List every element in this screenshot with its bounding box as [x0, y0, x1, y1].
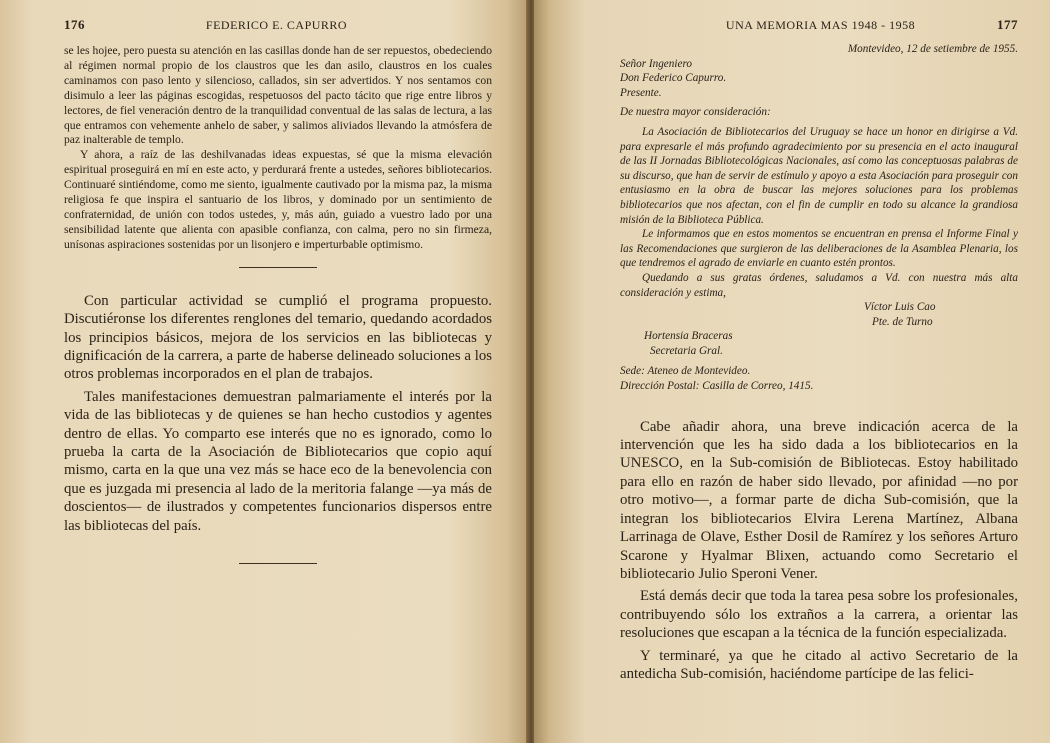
letter-recipient-line: Presente.	[620, 86, 662, 99]
letter-paragraph: La Asociación de Bibliotecarios del Uruguay se hace un honor en dirigirse a Vd. para expresarle el más profundo agradecimiento por su presencia en el acto inaugural de las II Jornadas Bibliotecológicas Nacionales, así como las conceptuosas palabras de su discurso, que han de servir de estímulo y apoyo a esta Asociación para proseguir con entusiasmo en la obra de buscar las mejores soluciones para los problemas bibliotecarios que nos afectan, con el fin de cumplir en todo su alcance la grandiosa misión de la Biblioteca Pública.	[620, 125, 1018, 226]
signature-role: Secretaria Gral.	[650, 344, 723, 357]
left-small-text	[64, 44, 492, 253]
letter-recipient-line: Don Federico Capurro.	[620, 72, 727, 85]
signature-president	[864, 300, 1018, 329]
paragraph: Y terminaré, ya que he citado al activo Secretario de la antedicha Sub-comisión, haciéndome partícipe de las felici-	[620, 647, 1018, 682]
left-running-title: FEDERICO E. CAPURRO	[205, 17, 348, 32]
signature-name: Víctor Luis Cao	[864, 301, 936, 314]
letter-recipient-line: Señor Ingeniero	[620, 57, 692, 70]
signature-role: Pte. de Turno	[872, 315, 933, 328]
right-page-header	[620, 14, 1018, 36]
letter-date: Montevideo, 12 de setiembre de 1955.	[847, 43, 1018, 55]
left-page-number: 176	[64, 17, 85, 32]
paragraph: Con particular actividad se cumplió el programa propuesto. Discutiéronse los diferentes renglones del temario, quedando acordados los principios básicos, mejora de los servicios en las bibliotecas y dignificación de la carrera, a parte de haberse delineado soluciones a los otros problemas incorporados en el plan de trabajos.	[64, 292, 492, 383]
letter-postal: Dirección Postal: Casilla de Correo, 1415.	[620, 380, 814, 393]
right-running-title: UNA MEMORIA MAS 1948 - 1958	[725, 17, 916, 32]
letter-greeting: De nuestra mayor consideración:	[620, 106, 771, 119]
left-page-header	[64, 14, 492, 36]
paragraph: Cabe añadir ahora, una breve indicación acerca de la intervención que les ha sido dada a los bibliotecarios en la UNESCO, en la Sub-comisión de Bibliotecas. Estoy habilitado para ello en razón de haber sido llevado, por afinidad —no por otro motivo—, a formar parte de dicha Sub-comisión, que la integran los bibliotecarios Elvira Lerena Martínez, Albana Larrinaga de Olave, Esther Dosil de Ramírez y los señores Arturo Scarone y Hyalmar Blixen, actuando como Secretario el bibliotecario Julio Speroni Vener.	[620, 418, 1018, 582]
right-page	[534, 0, 1050, 743]
paragraph: Y ahora, a raíz de las deshilvanadas ideas expuestas, sé que la misma elevación espiritual proseguirá en mí en este acto, y perdurará frente a ustedes, señores bibliotecarios. Continuaré sintiéndome, como me siento, igualmente cautivado por la misma paz, la misma religiosa fe que inspira el santuario de los libros, y dominado por un sentimiento de confraternidad, de unión con todos ustedes, y, más aún, guiado a vuestro lado por una sensibilidad latente que alienta con apasible confianza, con calma, pero no sin firmeza, unísonas aspiraciones sostenidas por un lisonjero e imperturbable optimismo.	[64, 148, 492, 251]
paragraph: se les hojee, pero puesta su atención en las casillas donde han de ser repuestos, obedeciendo al régimen normal propio de los claustros que les dan asilo, claustros en los cuales caminamos con paso lento y silencioso, callados, sin ser advertidos. Y nos sentamos con disimulo a leer las páginas escogidas, respetuosos del pacto tácito que rige entre libros y lectores, de fiel veneración dentro de la tranquilidad conventual de las salas de lectura, a las que entramos con vehemente anhelo de saber, y salimos aliviados llevando la atmósfera de paz inalterable de templo.	[64, 44, 492, 147]
paragraph: Tales manifestaciones demuestran palmariamente el interés por la vida de las bibliotecas y de quienes se han hecho custodios y agentes dentro de ellas. Yo comparto ese interés que no es ignorado, como lo prueba la carta de la Asociación de Bibliotecarios que copio aquí mismo, carta en la que una vez más se hace eco de la benevolencia con que es juzgada mi presencia al lado de la meritoria falange —ya más de doscientos— de ilustrados y competentes funcionarios dispersos entre las bibliotecas del país.	[64, 388, 492, 534]
left-large-text	[64, 292, 492, 535]
letter-paragraph: Quedando a sus gratas órdenes, saludamos a Vd. con nuestra más alta consideración y estima,	[620, 271, 1018, 299]
signature-secretary	[644, 329, 1018, 358]
signature-name: Hortensia Braceras	[644, 330, 733, 343]
association-letter	[620, 42, 1018, 394]
section-divider	[239, 267, 317, 268]
right-large-text	[620, 418, 1018, 684]
right-page-number: 177	[997, 17, 1018, 32]
paragraph: Está demás decir que toda la tarea pesa sobre los profesionales, contribuyendo sólo los extraños a la carrera, a orientar las resoluciones que escapan a la técnica de la función especializada.	[620, 588, 1018, 642]
end-divider	[239, 563, 317, 564]
letter-sede: Sede: Ateneo de Montevideo.	[620, 365, 751, 378]
letter-paragraph: Le informamos que en estos momentos se encuentran en prensa el Informe Final y las Recomendaciones que surgieron de las deliberaciones de la Asamblea Plenaria, los que tendremos el agrado de enviarle en cuanto estén prontos.	[620, 228, 1018, 270]
